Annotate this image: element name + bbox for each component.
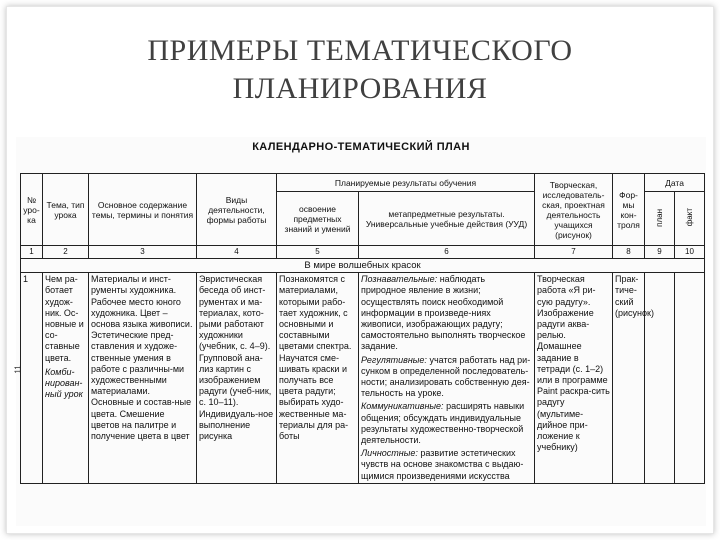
header-activity: Виды деятельности, формы работы — [197, 174, 277, 246]
section-row — [21, 259, 705, 273]
column-number-row — [21, 246, 705, 259]
cell-plan — [645, 273, 675, 484]
col-number: 6 — [359, 246, 535, 259]
header-meta: метапредметные результаты. Универсальные учебные действия (УУД) — [359, 192, 535, 246]
meta-communicative-text: расширять навыки общения; обсуждать индивидуальные результаты художественно-творческой деятельности. — [361, 401, 525, 446]
header-row-1 — [21, 174, 705, 192]
col-number: 3 — [89, 246, 197, 259]
cell-num: 1 — [21, 273, 43, 484]
col-number: 5 — [277, 246, 359, 259]
col-number: 9 — [645, 246, 675, 259]
cell-forms: Прак-тиче-ский (рисунок) — [613, 273, 645, 484]
col-number: 2 — [43, 246, 89, 259]
header-num: № уро-ка — [21, 174, 43, 246]
header-date: Дата — [645, 174, 705, 192]
header-planned-results: Планируемые результаты обучения — [277, 174, 535, 192]
document-heading: КАЛЕНДАРНО-ТЕМАТИЧЕСКИЙ ПЛАН — [252, 141, 470, 153]
header-content: Основное содержание темы, термины и понятия — [89, 174, 197, 246]
cell-topic-type: Комби-нирован-ный урок — [45, 366, 83, 400]
table-row — [21, 273, 705, 484]
thematic-plan-table — [20, 173, 705, 484]
header-plan-label: план — [654, 208, 664, 227]
col-number: 1 — [21, 246, 43, 259]
cell-topic-text: Чем ра-ботает худож-ник. Ос-новные и со-ставные цвета. — [45, 274, 84, 363]
section-title: В мире волшебных красок — [21, 259, 705, 273]
col-number: 7 — [535, 246, 613, 259]
col-number: 4 — [197, 246, 277, 259]
cell-fact — [675, 273, 705, 484]
meta-cognitive-text: наблюдать природное явление в жизни; осуществлять поиск необходимой информации в произведе-ниях живописи, изображающих радугу; самостоятельно выполнять творческое задание. — [361, 274, 526, 352]
col-number: 10 — [675, 246, 705, 259]
header-creative: Творческая, исследователь-ская, проектная деятельность учащихся (рисунок) — [535, 174, 613, 246]
meta-regulative-label: Регулятивные: — [361, 354, 427, 365]
header-fact-label: факт — [684, 208, 694, 227]
cell-subject: Познакомятся с материалами, которыми рабо-тает художник, с основными и составными цветами спектра. Научатся сме-шивать краски и получать все цвета радуги; выбирать худо-жественные ма-териалы для ра-боты — [277, 273, 359, 484]
cell-creative: Творческая работа «Я ри-сую радугу». Изображение радуги аква-релью. Домашнее задание в тетради (с. 1–2) или в программе Paint раскра-сить радугу (мультиме-дийное при-ложение к учебнику) — [535, 273, 613, 484]
slide-title-line-1: ПРИМЕРЫ ТЕМАТИЧЕСКОГО — [147, 34, 573, 67]
header-plan — [645, 192, 675, 246]
meta-communicative-label: Коммуникативные: — [361, 401, 444, 412]
meta-personal-text: развитие эстетических чувств на основе знакомства с выдаю-щимися произведениями искусства — [361, 448, 524, 481]
header-fact — [675, 192, 705, 246]
scanned-document — [13, 137, 706, 526]
header-subject: освоение предметных знаний и умений — [277, 192, 359, 246]
header-topic: Тема, тип урока — [43, 174, 89, 246]
cell-activity: Эвристическая беседа об инст-рументах и ма-териалах, кото-рыми работают художники (учебник, с. 4–9). Групповой ана-лиз картин с изображением радуги (учеб-ник, с. 10–11). Индивидуаль-ное выполнение рисунка — [197, 273, 277, 484]
margin-page-mark: 11 — [13, 365, 23, 374]
cell-meta — [359, 273, 535, 484]
header-forms: Фор-мы кон-троля — [613, 174, 645, 246]
col-number: 8 — [613, 246, 645, 259]
cell-content: Материалы и инст-рументы художника. Рабочее место юного художника. Цвет – основа языка живописи. Эстетические пред-ставления и художе-ственные умения в работе с различны-ми художественными материалами. Основные и состав-ные цвета. Смешение цветов на палитре и получение цвета в цвет — [89, 273, 197, 484]
meta-personal-label: Личностные: — [361, 448, 418, 459]
cell-topic — [43, 273, 89, 484]
slide-title — [0, 32, 720, 108]
meta-regulative-text: учатся работать над ри-сунком в определенной последователь-ности; анализировать собственную дея-тельность на уроке. — [361, 354, 531, 399]
meta-cognitive-label: Познавательные: — [361, 274, 438, 285]
slide-title-line-2: ПЛАНИРОВАНИЯ — [232, 72, 488, 105]
